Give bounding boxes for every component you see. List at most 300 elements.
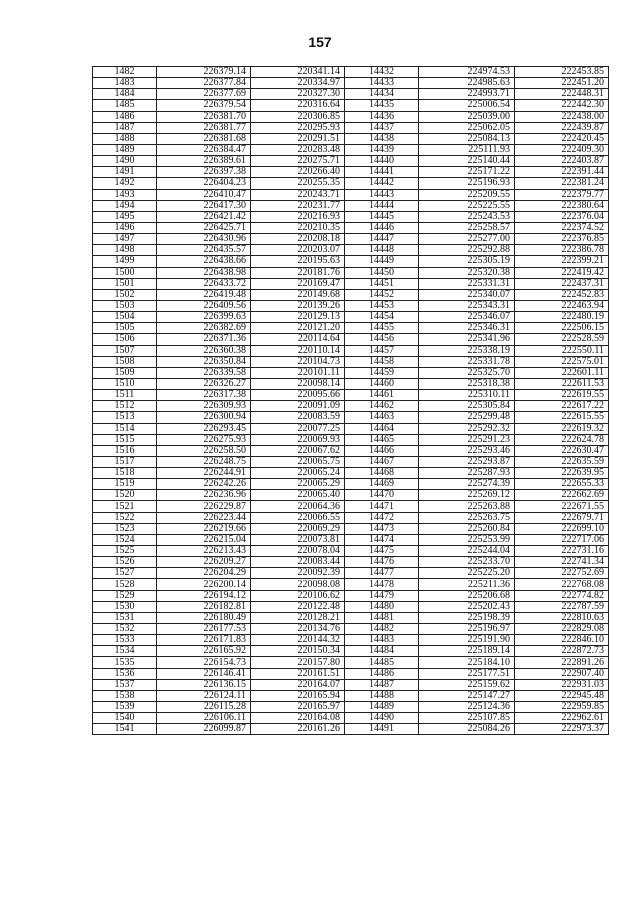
- table-cell: 225084.13: [419, 133, 515, 144]
- table-cell: 220161.51: [251, 668, 345, 679]
- table-cell: 1513: [93, 412, 157, 423]
- table-cell: 226182.81: [157, 601, 251, 612]
- table-cell: 226404.23: [157, 178, 251, 189]
- table-cell: 1530: [93, 601, 157, 612]
- table-row: [93, 679, 609, 690]
- table-cell: 220114.64: [251, 334, 345, 345]
- table-cell: 14454: [345, 312, 419, 323]
- table-cell: 1523: [93, 523, 157, 534]
- table-row: [93, 356, 609, 367]
- table-cell: 220121.20: [251, 323, 345, 334]
- table-cell: 226382.69: [157, 323, 251, 334]
- table-row: [93, 256, 609, 267]
- table-cell: 225244.04: [419, 546, 515, 557]
- table-cell: 225258.57: [419, 222, 515, 233]
- table-cell: 14446: [345, 222, 419, 233]
- table-cell: 14461: [345, 390, 419, 401]
- table-cell: 220067.62: [251, 445, 345, 456]
- table-cell: 14467: [345, 456, 419, 467]
- table-cell: 14473: [345, 523, 419, 534]
- table-cell: 14484: [345, 646, 419, 657]
- table-cell: 220098.14: [251, 378, 345, 389]
- table-cell: 226146.41: [157, 668, 251, 679]
- table-cell: 226419.48: [157, 289, 251, 300]
- table-cell: 1511: [93, 390, 157, 401]
- table-cell: 226219.66: [157, 523, 251, 534]
- table-cell: 222959.85: [515, 702, 609, 713]
- table-cell: 226381.70: [157, 111, 251, 122]
- table-cell: 1515: [93, 434, 157, 445]
- table-cell: 1512: [93, 401, 157, 412]
- table-row: [93, 89, 609, 100]
- table-cell: 220327.30: [251, 89, 345, 100]
- table-row: [93, 234, 609, 245]
- table-row: [93, 579, 609, 590]
- table-cell: 1534: [93, 646, 157, 657]
- table-cell: 1508: [93, 356, 157, 367]
- table-cell: 14455: [345, 323, 419, 334]
- table-cell: 14476: [345, 557, 419, 568]
- table-cell: 14478: [345, 579, 419, 590]
- table-cell: 220066.55: [251, 512, 345, 523]
- table-cell: 225293.46: [419, 445, 515, 456]
- table-cell: 220104.73: [251, 356, 345, 367]
- table-cell: 14438: [345, 133, 419, 144]
- table-cell: 220149.68: [251, 289, 345, 300]
- table-cell: 225299.48: [419, 412, 515, 423]
- page-number: 157: [308, 34, 332, 50]
- table-cell: 14459: [345, 367, 419, 378]
- table-cell: 226377.69: [157, 89, 251, 100]
- table-row: [93, 412, 609, 423]
- table-cell: 14472: [345, 512, 419, 523]
- table-cell: 14450: [345, 267, 419, 278]
- table-row: [93, 211, 609, 222]
- table-cell: 1524: [93, 534, 157, 545]
- table-cell: 222872.73: [515, 646, 609, 657]
- table-cell: 225260.84: [419, 523, 515, 534]
- table-cell: 226236.96: [157, 490, 251, 501]
- table-cell: 1488: [93, 133, 157, 144]
- table-row: [93, 334, 609, 345]
- table-cell: 222601.11: [515, 367, 609, 378]
- table-cell: 222671.55: [515, 501, 609, 512]
- table-cell: 220101.11: [251, 367, 345, 378]
- table-cell: 1503: [93, 300, 157, 311]
- table-cell: 220165.97: [251, 702, 345, 713]
- table-cell: 14451: [345, 278, 419, 289]
- table-cell: 222617.22: [515, 401, 609, 412]
- table-cell: 14481: [345, 612, 419, 623]
- table-cell: 225177.51: [419, 668, 515, 679]
- table-cell: 225111.93: [419, 144, 515, 155]
- table-row: [93, 390, 609, 401]
- coordinates-table-body: [93, 67, 609, 735]
- table-row: [93, 133, 609, 144]
- table-row: [93, 189, 609, 200]
- coordinates-table: [92, 66, 609, 735]
- table-cell: 1487: [93, 122, 157, 133]
- table-cell: 225305.84: [419, 401, 515, 412]
- table-cell: 220106.62: [251, 590, 345, 601]
- table-cell: 226215.04: [157, 534, 251, 545]
- table-cell: 226438.98: [157, 267, 251, 278]
- table-cell: 220073.81: [251, 534, 345, 545]
- table-cell: 222376.85: [515, 234, 609, 245]
- table-cell: 1491: [93, 167, 157, 178]
- table-row: [93, 468, 609, 479]
- table-row: [93, 267, 609, 278]
- table-cell: 222931.03: [515, 679, 609, 690]
- table-cell: 220065.24: [251, 468, 345, 479]
- table-cell: 1538: [93, 690, 157, 701]
- table-row: [93, 568, 609, 579]
- table-cell: 226165.92: [157, 646, 251, 657]
- table-cell: 226106.11: [157, 713, 251, 724]
- table-cell: 220216.93: [251, 211, 345, 222]
- table-cell: 1532: [93, 624, 157, 635]
- table-row: [93, 167, 609, 178]
- table-cell: 14445: [345, 211, 419, 222]
- table-cell: 1504: [93, 312, 157, 323]
- table-cell: 225346.31: [419, 323, 515, 334]
- table-row: [93, 67, 609, 78]
- table-cell: 226194.12: [157, 590, 251, 601]
- table-cell: 222386.78: [515, 245, 609, 256]
- table-cell: 1486: [93, 111, 157, 122]
- table-cell: 220203.07: [251, 245, 345, 256]
- table-cell: 225159.62: [419, 679, 515, 690]
- table-cell: 226115.28: [157, 702, 251, 713]
- table-cell: 226377.84: [157, 78, 251, 89]
- table-row: [93, 289, 609, 300]
- table-cell: 1499: [93, 256, 157, 267]
- table-cell: 226124.11: [157, 690, 251, 701]
- table-cell: 14465: [345, 434, 419, 445]
- table-cell: 222717.06: [515, 534, 609, 545]
- table-cell: 222380.64: [515, 200, 609, 211]
- table-cell: 222437.31: [515, 278, 609, 289]
- table-cell: 225338.19: [419, 345, 515, 356]
- table-row: [93, 601, 609, 612]
- table-row: [93, 445, 609, 456]
- table-row: [93, 345, 609, 356]
- table-cell: 226399.63: [157, 312, 251, 323]
- table-cell: 220164.07: [251, 679, 345, 690]
- table-cell: 222391.44: [515, 167, 609, 178]
- table-cell: 226397.38: [157, 167, 251, 178]
- table-cell: 14475: [345, 546, 419, 557]
- table-cell: 1535: [93, 657, 157, 668]
- table-cell: 14480: [345, 601, 419, 612]
- table-cell: 222752.69: [515, 568, 609, 579]
- table-cell: 14462: [345, 401, 419, 412]
- table-cell: 225320.38: [419, 267, 515, 278]
- table-cell: 226326.27: [157, 378, 251, 389]
- table-cell: 222787.59: [515, 601, 609, 612]
- table-cell: 222624.78: [515, 434, 609, 445]
- table-cell: 222451.20: [515, 78, 609, 89]
- table-cell: 225107.85: [419, 713, 515, 724]
- table-cell: 225331.78: [419, 356, 515, 367]
- table-cell: 220341.14: [251, 67, 345, 78]
- table-cell: 225287.93: [419, 468, 515, 479]
- table-cell: 226350.84: [157, 356, 251, 367]
- table-cell: 14470: [345, 490, 419, 501]
- table-cell: 220255.35: [251, 178, 345, 189]
- table-row: [93, 278, 609, 289]
- table-cell: 220266.40: [251, 167, 345, 178]
- table-cell: 222403.87: [515, 156, 609, 167]
- table-row: [93, 434, 609, 445]
- table-cell: 220065.40: [251, 490, 345, 501]
- table-cell: 225331.31: [419, 278, 515, 289]
- table-row: [93, 724, 609, 735]
- table-cell: 226389.61: [157, 156, 251, 167]
- table-cell: 14442: [345, 178, 419, 189]
- table-cell: 225196.93: [419, 178, 515, 189]
- table-cell: 225277.00: [419, 234, 515, 245]
- table-cell: 1516: [93, 445, 157, 456]
- table-cell: 226204.29: [157, 568, 251, 579]
- table-cell: 14439: [345, 144, 419, 155]
- table-cell: 14441: [345, 167, 419, 178]
- table-row: [93, 557, 609, 568]
- table-cell: 222381.24: [515, 178, 609, 189]
- table-cell: 1509: [93, 367, 157, 378]
- table-cell: 226213.43: [157, 546, 251, 557]
- table-cell: 14469: [345, 479, 419, 490]
- table-row: [93, 245, 609, 256]
- table-cell: 14474: [345, 534, 419, 545]
- table-cell: 1507: [93, 345, 157, 356]
- table-row: [93, 512, 609, 523]
- table-cell: 225305.19: [419, 256, 515, 267]
- table-cell: 225140.44: [419, 156, 515, 167]
- table-cell: 225189.14: [419, 646, 515, 657]
- table-cell: 1494: [93, 200, 157, 211]
- table-cell: 226099.87: [157, 724, 251, 735]
- table-cell: 222463.94: [515, 300, 609, 311]
- table-cell: 225006.54: [419, 100, 515, 111]
- table-row: [93, 657, 609, 668]
- table-cell: 222829.08: [515, 624, 609, 635]
- table-cell: 226410.47: [157, 189, 251, 200]
- table-cell: 222409.30: [515, 144, 609, 155]
- table-cell: 222973.37: [515, 724, 609, 735]
- table-cell: 1517: [93, 456, 157, 467]
- table-cell: 14434: [345, 89, 419, 100]
- table-cell: 225211.36: [419, 579, 515, 590]
- table-cell: 225062.05: [419, 122, 515, 133]
- table-cell: 14444: [345, 200, 419, 211]
- table-cell: 14483: [345, 635, 419, 646]
- table-cell: 225124.36: [419, 702, 515, 713]
- table-cell: 222962.61: [515, 713, 609, 724]
- table-cell: 225147.27: [419, 690, 515, 701]
- table-cell: 14468: [345, 468, 419, 479]
- table-row: [93, 713, 609, 724]
- table-cell: 1484: [93, 89, 157, 100]
- table-cell: 226379.14: [157, 67, 251, 78]
- table-cell: 1490: [93, 156, 157, 167]
- table-cell: 14458: [345, 356, 419, 367]
- table-cell: 222639.95: [515, 468, 609, 479]
- table-row: [93, 546, 609, 557]
- table-cell: 14485: [345, 657, 419, 668]
- table-row: [93, 479, 609, 490]
- table-row: [93, 312, 609, 323]
- table-cell: 222528.59: [515, 334, 609, 345]
- table-cell: 222376.04: [515, 211, 609, 222]
- table-cell: 225171.22: [419, 167, 515, 178]
- table-cell: 226223.44: [157, 512, 251, 523]
- table-cell: 220091.09: [251, 401, 345, 412]
- table-cell: 1493: [93, 189, 157, 200]
- table-cell: 14466: [345, 445, 419, 456]
- table-row: [93, 178, 609, 189]
- table-cell: 14479: [345, 590, 419, 601]
- table-cell: 1520: [93, 490, 157, 501]
- table-cell: 1483: [93, 78, 157, 89]
- table-cell: 220275.71: [251, 156, 345, 167]
- table-cell: 1541: [93, 724, 157, 735]
- table-cell: 225346.07: [419, 312, 515, 323]
- table-cell: 1526: [93, 557, 157, 568]
- table-cell: 220064.36: [251, 501, 345, 512]
- table-cell: 14452: [345, 289, 419, 300]
- table-cell: 225184.10: [419, 657, 515, 668]
- table-cell: 226371.36: [157, 334, 251, 345]
- table-cell: 220077.25: [251, 423, 345, 434]
- table-cell: 220144.32: [251, 635, 345, 646]
- table-cell: 14448: [345, 245, 419, 256]
- table-cell: 222891.26: [515, 657, 609, 668]
- table-cell: 224985.63: [419, 78, 515, 89]
- table-cell: 220334.97: [251, 78, 345, 89]
- table-cell: 226381.68: [157, 133, 251, 144]
- table-cell: 222619.32: [515, 423, 609, 434]
- table-cell: 225225.20: [419, 568, 515, 579]
- table-row: [93, 156, 609, 167]
- table-cell: 14491: [345, 724, 419, 735]
- table-cell: 224974.53: [419, 67, 515, 78]
- table-cell: 226180.49: [157, 612, 251, 623]
- table-cell: 220078.04: [251, 546, 345, 557]
- table-row: [93, 702, 609, 713]
- table-cell: 225206.68: [419, 590, 515, 601]
- table-cell: 220316.64: [251, 100, 345, 111]
- table-cell: 220231.77: [251, 200, 345, 211]
- table-cell: 222420.45: [515, 133, 609, 144]
- table-row: [93, 501, 609, 512]
- table-cell: 1502: [93, 289, 157, 300]
- table-cell: 1536: [93, 668, 157, 679]
- table-cell: 225291.23: [419, 434, 515, 445]
- table-cell: 226200.14: [157, 579, 251, 590]
- table-cell: 222635.59: [515, 456, 609, 467]
- table-cell: 226309.93: [157, 401, 251, 412]
- table-cell: 226425.71: [157, 222, 251, 233]
- table-cell: 220165.94: [251, 690, 345, 701]
- table-cell: 220291.51: [251, 133, 345, 144]
- table-cell: 226275.93: [157, 434, 251, 445]
- table-cell: 220164.08: [251, 713, 345, 724]
- table-cell: 225084.26: [419, 724, 515, 735]
- table-row: [93, 523, 609, 534]
- table-cell: 222399.21: [515, 256, 609, 267]
- table-cell: 225274.39: [419, 479, 515, 490]
- table-cell: 222448.31: [515, 89, 609, 100]
- table-row: [93, 122, 609, 133]
- table-cell: 226136.15: [157, 679, 251, 690]
- table-cell: 14456: [345, 334, 419, 345]
- table-row: [93, 612, 609, 623]
- table-cell: 226433.72: [157, 278, 251, 289]
- table-cell: 225340.07: [419, 289, 515, 300]
- table-cell: 226258.50: [157, 445, 251, 456]
- table-cell: 226177.53: [157, 624, 251, 635]
- table-cell: 226229.87: [157, 501, 251, 512]
- table-cell: 222453.85: [515, 67, 609, 78]
- table-row: [93, 100, 609, 111]
- table-cell: 226317.38: [157, 390, 251, 401]
- table-cell: 220169.47: [251, 278, 345, 289]
- table-cell: 222480.19: [515, 312, 609, 323]
- table-cell: 1501: [93, 278, 157, 289]
- table-cell: 1519: [93, 479, 157, 490]
- table-cell: 14487: [345, 679, 419, 690]
- table-cell: 226293.45: [157, 423, 251, 434]
- table-cell: 14457: [345, 345, 419, 356]
- table-cell: 220129.13: [251, 312, 345, 323]
- table-row: [93, 144, 609, 155]
- table-cell: 1521: [93, 501, 157, 512]
- table-cell: 225343.31: [419, 300, 515, 311]
- table-row: [93, 423, 609, 434]
- table-cell: 14460: [345, 378, 419, 389]
- table-cell: 226300.94: [157, 412, 251, 423]
- table-cell: 220110.14: [251, 345, 345, 356]
- table-cell: 220122.48: [251, 601, 345, 612]
- table-cell: 225243.53: [419, 211, 515, 222]
- table-cell: 222768.08: [515, 579, 609, 590]
- table-cell: 224993.71: [419, 89, 515, 100]
- table-row: [93, 490, 609, 501]
- table-cell: 225318.38: [419, 378, 515, 389]
- table-cell: 1506: [93, 334, 157, 345]
- table-cell: 1489: [93, 144, 157, 155]
- table-cell: 225209.55: [419, 189, 515, 200]
- table-cell: 225233.70: [419, 557, 515, 568]
- table-cell: 222615.55: [515, 412, 609, 423]
- table-cell: 14440: [345, 156, 419, 167]
- table-cell: 225253.99: [419, 534, 515, 545]
- table-cell: 1537: [93, 679, 157, 690]
- table-cell: 14443: [345, 189, 419, 200]
- table-cell: 222550.11: [515, 345, 609, 356]
- table-cell: 225263.88: [419, 501, 515, 512]
- table-cell: 226242.26: [157, 479, 251, 490]
- table-cell: 225310.11: [419, 390, 515, 401]
- table-cell: 226171.83: [157, 635, 251, 646]
- table-row: [93, 635, 609, 646]
- table-cell: 226384.47: [157, 144, 251, 155]
- table-cell: 222810.63: [515, 612, 609, 623]
- table-cell: 220095.66: [251, 390, 345, 401]
- table-row: [93, 300, 609, 311]
- table-cell: 14453: [345, 300, 419, 311]
